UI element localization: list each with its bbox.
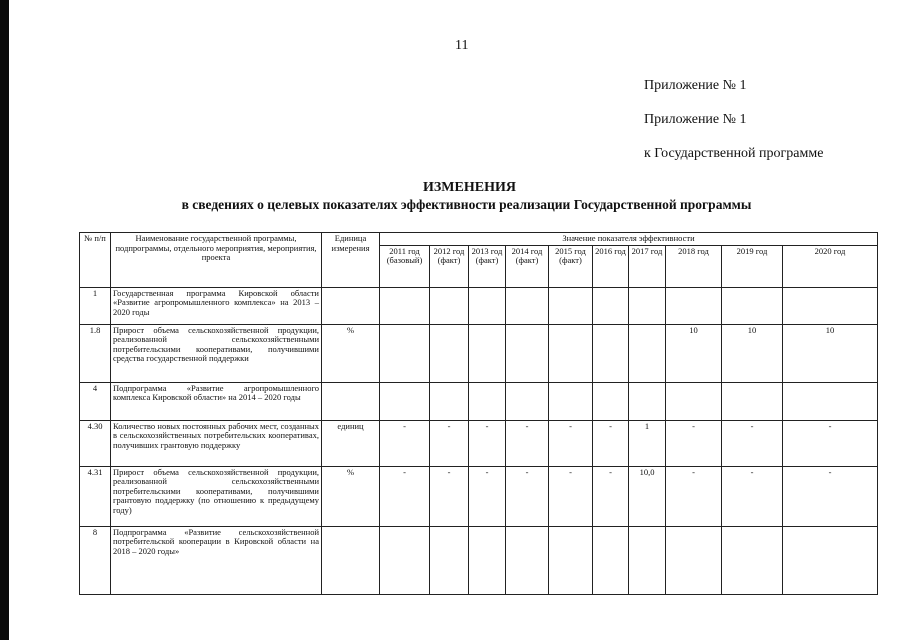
- row-value: -: [469, 466, 506, 526]
- row-value: [666, 382, 722, 420]
- row-value: -: [506, 466, 549, 526]
- header-year: 2018 год: [666, 245, 722, 287]
- row-num: 1: [80, 287, 111, 324]
- table-row: [80, 287, 878, 324]
- row-value: 10,0: [629, 466, 666, 526]
- row-value: [722, 526, 783, 594]
- header-values-group: Значение показателя эффективности: [380, 233, 878, 246]
- row-name: Государственная программа Кировской области «Развитие агропромышленного комплекса» на 2013 – 2020 годы: [111, 287, 322, 324]
- row-name: Количество новых постоянных рабочих мест, созданных в сельскохозяйственных потребительских кооперативах, получивших грантовую поддержку: [111, 420, 322, 466]
- row-unit: [322, 382, 380, 420]
- table-row: [80, 526, 878, 594]
- row-value: [506, 382, 549, 420]
- row-name: Прирост объема сельскохозяйственной продукции, реализованной сельскохозяйственными потребительскими кооперативами, получившими грантовую поддержку (по отношению к предыдущему году): [111, 466, 322, 526]
- row-value: [380, 382, 430, 420]
- row-value: [549, 324, 593, 382]
- row-value: -: [469, 420, 506, 466]
- row-value: [593, 324, 629, 382]
- row-num: 8: [80, 526, 111, 594]
- row-value: [469, 382, 506, 420]
- header-year: 2012 год (факт): [430, 245, 469, 287]
- row-unit: %: [322, 324, 380, 382]
- row-value: -: [783, 420, 878, 466]
- annex-line-2: Приложение № 1: [644, 112, 747, 127]
- row-value: -: [549, 420, 593, 466]
- row-value: [549, 382, 593, 420]
- row-num: 1.8: [80, 324, 111, 382]
- row-value: -: [783, 466, 878, 526]
- header-year: 2019 год: [722, 245, 783, 287]
- header-year: 2015 год (факт): [549, 245, 593, 287]
- row-value: [593, 526, 629, 594]
- row-name: Прирост объема сельскохозяйственной продукции, реализованной сельскохозяйственными потребительскими кооперативами, получившими средства государственной поддержки: [111, 324, 322, 382]
- row-value: -: [549, 466, 593, 526]
- row-value: -: [722, 466, 783, 526]
- row-value: -: [430, 466, 469, 526]
- row-value: -: [722, 420, 783, 466]
- header-year: 2014 год (факт): [506, 245, 549, 287]
- row-unit: %: [322, 466, 380, 526]
- table-row: [80, 324, 878, 382]
- header-year: 2020 год: [783, 245, 878, 287]
- row-value: 10: [783, 324, 878, 382]
- annex-line-3: к Государственной программе: [644, 146, 824, 161]
- annex-line-1: Приложение № 1: [644, 78, 747, 93]
- header-row-1: [80, 233, 878, 246]
- table-row: [80, 466, 878, 526]
- row-name: Подпрограмма «Развитие агропромышленного комплекса Кировской области» на 2014 – 2020 годы: [111, 382, 322, 420]
- row-value: [722, 287, 783, 324]
- row-value: -: [506, 420, 549, 466]
- row-value: [783, 287, 878, 324]
- row-unit: единиц: [322, 420, 380, 466]
- row-value: -: [430, 420, 469, 466]
- table-row: [80, 420, 878, 466]
- row-value: [629, 324, 666, 382]
- header-year: 2011 год (базовый): [380, 245, 430, 287]
- row-value: [549, 287, 593, 324]
- row-unit: [322, 526, 380, 594]
- row-value: -: [593, 466, 629, 526]
- page-number: 11: [455, 38, 469, 53]
- row-value: -: [380, 420, 430, 466]
- row-value: 10: [666, 324, 722, 382]
- row-value: -: [380, 466, 430, 526]
- row-value: [430, 287, 469, 324]
- document-title: ИЗМЕНЕНИЯ: [423, 180, 516, 195]
- row-value: [430, 324, 469, 382]
- header-year: 2016 год: [593, 245, 629, 287]
- row-value: [469, 287, 506, 324]
- row-value: [629, 287, 666, 324]
- row-value: [506, 526, 549, 594]
- row-value: [783, 382, 878, 420]
- row-value: [506, 324, 549, 382]
- header-num: № п/п: [80, 233, 111, 288]
- row-value: 1: [629, 420, 666, 466]
- row-value: [629, 526, 666, 594]
- row-unit: [322, 287, 380, 324]
- header-name: Наименование государственной программы, подпрограммы, отдельного мероприятия, мероприятия, проекта: [111, 233, 322, 288]
- row-value: [593, 287, 629, 324]
- row-num: 4: [80, 382, 111, 420]
- row-name: Подпрограмма «Развитие сельскохозяйственной потребительской кооперации в Кировской области на 2018 – 2020 годы»: [111, 526, 322, 594]
- row-value: [783, 526, 878, 594]
- row-num: 4.31: [80, 466, 111, 526]
- row-value: [430, 526, 469, 594]
- row-num: 4.30: [80, 420, 111, 466]
- row-value: -: [593, 420, 629, 466]
- row-value: [380, 287, 430, 324]
- document-subtitle: в сведениях о целевых показателях эффективности реализации Государственной программы: [181, 197, 752, 212]
- header-year: 2017 год: [629, 245, 666, 287]
- row-value: [506, 287, 549, 324]
- row-value: [666, 287, 722, 324]
- row-value: -: [666, 420, 722, 466]
- row-value: [380, 526, 430, 594]
- indicators-table: [79, 232, 878, 595]
- row-value: [469, 324, 506, 382]
- header-year: 2013 год (факт): [469, 245, 506, 287]
- scan-edge: [0, 0, 9, 640]
- row-value: [593, 382, 629, 420]
- row-value: [549, 526, 593, 594]
- row-value: [722, 382, 783, 420]
- row-value: [430, 382, 469, 420]
- row-value: -: [666, 466, 722, 526]
- table-row: [80, 382, 878, 420]
- row-value: [469, 526, 506, 594]
- header-unit: Единица измерения: [322, 233, 380, 288]
- row-value: [666, 526, 722, 594]
- row-value: 10: [722, 324, 783, 382]
- row-value: [629, 382, 666, 420]
- row-value: [380, 324, 430, 382]
